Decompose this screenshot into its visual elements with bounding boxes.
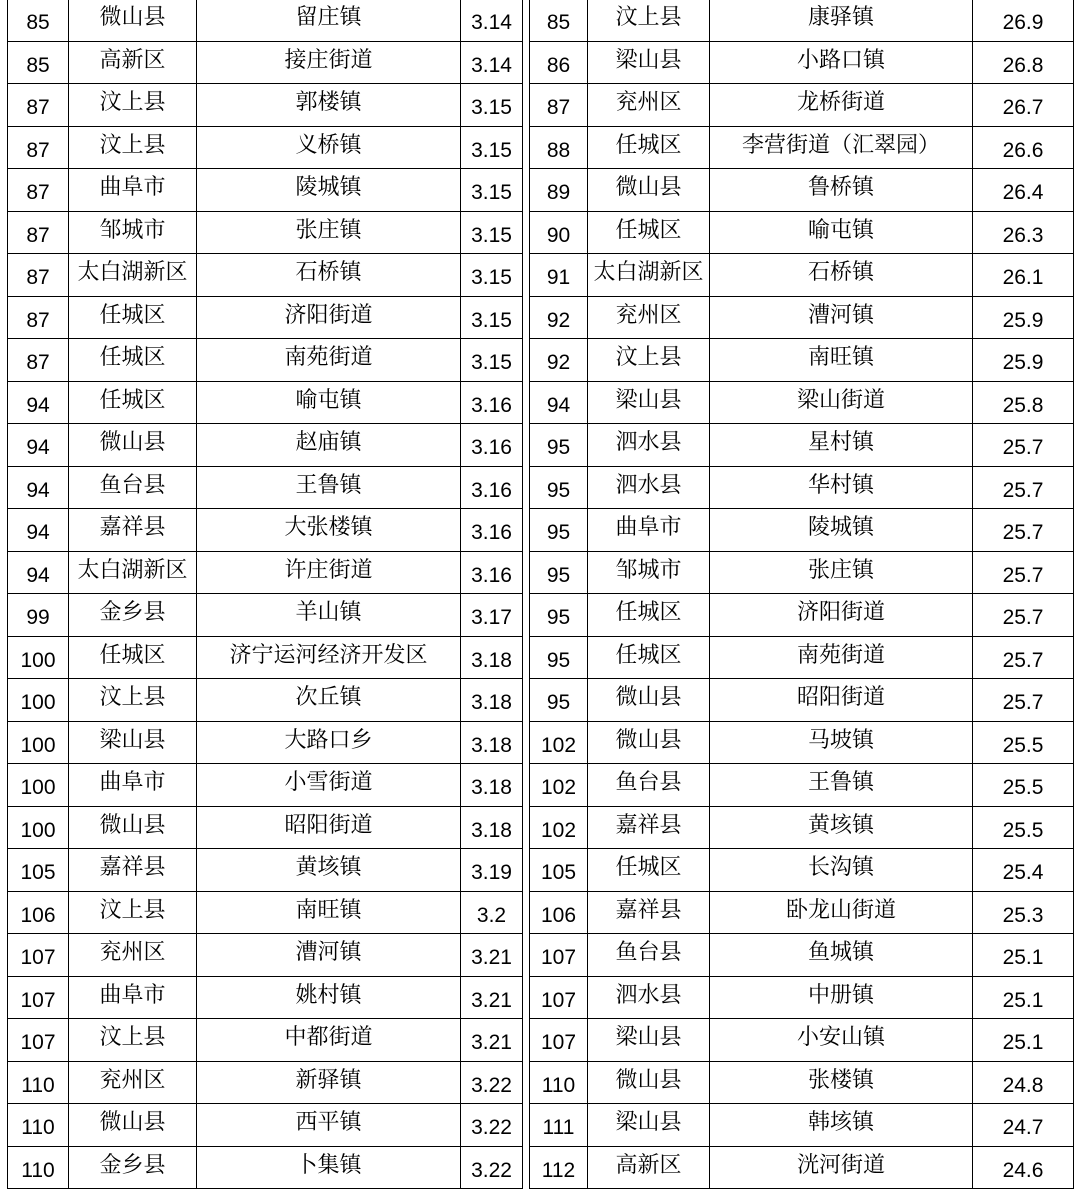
county-cell: 任城区 [588,636,710,679]
county-cell: 金乡县 [69,1146,197,1189]
left-table-row [8,1146,523,1189]
left-table-row [8,211,523,254]
value-cell: 25.9 [973,339,1074,382]
town-cell: 中都街道 [197,1019,461,1062]
town-cell: 漕河镇 [197,934,461,977]
rank-cell: 89 [530,169,588,212]
right-table-row [530,679,1074,722]
county-cell: 金乡县 [69,594,197,637]
left-table-row [8,296,523,339]
right-table-row [530,594,1074,637]
county-cell: 泗水县 [588,424,710,467]
value-cell: 26.8 [973,41,1074,84]
right-table-row [530,339,1074,382]
ranking-table-right [529,0,1074,1189]
county-cell: 太白湖新区 [69,551,197,594]
left-table-row [8,636,523,679]
right-table-row [530,169,1074,212]
county-cell: 邹城市 [69,211,197,254]
county-cell: 高新区 [588,1146,710,1189]
right-table-row [530,0,1074,41]
county-cell: 梁山县 [588,1104,710,1147]
town-cell: 喻屯镇 [710,211,973,254]
value-cell: 3.17 [461,594,523,637]
right-table-row [530,1019,1074,1062]
town-cell: 昭阳街道 [197,806,461,849]
town-cell: 长沟镇 [710,849,973,892]
town-cell: 鲁桥镇 [710,169,973,212]
rank-cell: 107 [8,976,69,1019]
left-table-row [8,679,523,722]
right-table-row [530,466,1074,509]
rank-cell: 85 [8,0,69,41]
county-cell: 太白湖新区 [588,254,710,297]
left-table-row [8,551,523,594]
town-cell: 留庄镇 [197,0,461,41]
county-cell: 任城区 [588,594,710,637]
right-table-row [530,509,1074,552]
rank-cell: 94 [8,551,69,594]
town-cell: 郭楼镇 [197,84,461,127]
right-table-row [530,126,1074,169]
county-cell: 梁山县 [588,1019,710,1062]
county-cell: 曲阜市 [69,976,197,1019]
rank-cell: 92 [530,296,588,339]
left-table-row [8,0,523,41]
left-table-row [8,169,523,212]
county-cell: 任城区 [588,126,710,169]
rank-cell: 112 [530,1146,588,1189]
value-cell: 3.18 [461,679,523,722]
town-cell: 次丘镇 [197,679,461,722]
value-cell: 3.15 [461,211,523,254]
rank-cell: 92 [530,339,588,382]
left-table-row [8,254,523,297]
town-cell: 张楼镇 [710,1061,973,1104]
value-cell: 3.15 [461,254,523,297]
rank-cell: 110 [8,1061,69,1104]
left-table-row [8,891,523,934]
county-cell: 汶上县 [69,679,197,722]
rank-cell: 99 [8,594,69,637]
value-cell: 3.15 [461,126,523,169]
value-cell: 3.18 [461,721,523,764]
rank-cell: 110 [8,1104,69,1147]
county-cell: 曲阜市 [588,509,710,552]
rank-cell: 110 [8,1146,69,1189]
rank-cell: 94 [8,509,69,552]
right-table-row [530,806,1074,849]
value-cell: 26.1 [973,254,1074,297]
value-cell: 24.7 [973,1104,1074,1147]
value-cell: 25.7 [973,551,1074,594]
value-cell: 25.4 [973,849,1074,892]
town-cell: 喻屯镇 [197,381,461,424]
rank-cell: 88 [530,126,588,169]
right-table-row [530,1061,1074,1104]
rank-cell: 102 [530,721,588,764]
value-cell: 25.5 [973,764,1074,807]
county-cell: 鱼台县 [69,466,197,509]
town-cell: 漕河镇 [710,296,973,339]
value-cell: 3.16 [461,509,523,552]
value-cell: 26.3 [973,211,1074,254]
rank-cell: 110 [530,1061,588,1104]
county-cell: 任城区 [69,381,197,424]
rank-cell: 87 [8,254,69,297]
left-table-row [8,126,523,169]
town-cell: 西平镇 [197,1104,461,1147]
rank-cell: 102 [530,806,588,849]
right-table-row [530,934,1074,977]
county-cell: 太白湖新区 [69,254,197,297]
county-cell: 嘉祥县 [69,849,197,892]
town-cell: 昭阳街道 [710,679,973,722]
rank-cell: 107 [530,934,588,977]
county-cell: 微山县 [588,1061,710,1104]
value-cell: 25.7 [973,466,1074,509]
town-cell: 梁山街道 [710,381,973,424]
county-cell: 兖州区 [588,296,710,339]
value-cell: 25.7 [973,424,1074,467]
value-cell: 3.2 [461,891,523,934]
left-table-row [8,381,523,424]
rank-cell: 87 [8,211,69,254]
town-cell: 星村镇 [710,424,973,467]
value-cell: 3.21 [461,934,523,977]
county-cell: 汶上县 [588,339,710,382]
rank-cell: 95 [530,551,588,594]
town-cell: 姚村镇 [197,976,461,1019]
right-table-row [530,551,1074,594]
town-cell: 南苑街道 [710,636,973,679]
value-cell: 3.21 [461,1019,523,1062]
rank-cell: 106 [8,891,69,934]
left-table-row [8,806,523,849]
value-cell: 25.1 [973,976,1074,1019]
town-cell: 李营街道（汇翠园） [710,126,973,169]
county-cell: 微山县 [69,1104,197,1147]
town-cell: 王鲁镇 [710,764,973,807]
rank-cell: 111 [530,1104,588,1147]
county-cell: 汶上县 [588,0,710,41]
value-cell: 3.15 [461,169,523,212]
ranking-table-left [7,0,523,1189]
county-cell: 梁山县 [588,41,710,84]
town-cell: 新驿镇 [197,1061,461,1104]
rank-cell: 94 [8,424,69,467]
town-cell: 许庄街道 [197,551,461,594]
rank-cell: 85 [530,0,588,41]
town-cell: 济宁运河经济开发区 [197,636,461,679]
county-cell: 鱼台县 [588,934,710,977]
value-cell: 3.22 [461,1146,523,1189]
rank-cell: 87 [8,339,69,382]
left-table-row [8,1019,523,1062]
value-cell: 25.1 [973,934,1074,977]
town-cell: 康驿镇 [710,0,973,41]
county-cell: 嘉祥县 [588,806,710,849]
county-cell: 微山县 [588,679,710,722]
left-table-row [8,424,523,467]
rank-cell: 102 [530,764,588,807]
value-cell: 3.16 [461,424,523,467]
town-cell: 陵城镇 [197,169,461,212]
town-cell: 中册镇 [710,976,973,1019]
county-cell: 泗水县 [588,976,710,1019]
value-cell: 25.7 [973,509,1074,552]
county-cell: 微山县 [69,806,197,849]
rank-cell: 107 [8,934,69,977]
value-cell: 26.6 [973,126,1074,169]
value-cell: 3.15 [461,296,523,339]
town-cell: 张庄镇 [710,551,973,594]
county-cell: 微山县 [69,0,197,41]
rank-cell: 100 [8,764,69,807]
town-cell: 黄垓镇 [710,806,973,849]
value-cell: 25.1 [973,1019,1074,1062]
town-cell: 卧龙山街道 [710,891,973,934]
rank-cell: 106 [530,891,588,934]
county-cell: 汶上县 [69,126,197,169]
county-cell: 曲阜市 [69,169,197,212]
town-cell: 鱼城镇 [710,934,973,977]
rank-cell: 87 [8,169,69,212]
town-cell: 洸河街道 [710,1146,973,1189]
left-table-row [8,339,523,382]
right-table-row [530,849,1074,892]
right-table-row [530,891,1074,934]
county-cell: 兖州区 [69,1061,197,1104]
county-cell: 微山县 [588,721,710,764]
left-table-row [8,84,523,127]
rank-cell: 87 [8,296,69,339]
town-cell: 济阳街道 [710,594,973,637]
county-cell: 高新区 [69,41,197,84]
value-cell: 3.22 [461,1061,523,1104]
county-cell: 汶上县 [69,891,197,934]
town-cell: 南旺镇 [197,891,461,934]
left-table-row [8,849,523,892]
value-cell: 3.15 [461,84,523,127]
town-cell: 张庄镇 [197,211,461,254]
value-cell: 25.3 [973,891,1074,934]
value-cell: 24.8 [973,1061,1074,1104]
rank-cell: 87 [8,84,69,127]
right-table-row [530,764,1074,807]
right-table-row [530,424,1074,467]
value-cell: 25.5 [973,806,1074,849]
value-cell: 25.8 [973,381,1074,424]
town-cell: 卜集镇 [197,1146,461,1189]
county-cell: 任城区 [588,211,710,254]
right-table-row [530,636,1074,679]
town-cell: 义桥镇 [197,126,461,169]
county-cell: 兖州区 [588,84,710,127]
county-cell: 鱼台县 [588,764,710,807]
town-cell: 陵城镇 [710,509,973,552]
rank-cell: 95 [530,679,588,722]
right-table-row [530,211,1074,254]
town-cell: 石桥镇 [197,254,461,297]
county-cell: 梁山县 [588,381,710,424]
rank-cell: 95 [530,466,588,509]
value-cell: 24.6 [973,1146,1074,1189]
county-cell: 任城区 [69,296,197,339]
value-cell: 25.7 [973,594,1074,637]
value-cell: 26.7 [973,84,1074,127]
rank-cell: 95 [530,424,588,467]
town-cell: 华村镇 [710,466,973,509]
value-cell: 3.18 [461,806,523,849]
left-table-row [8,1104,523,1147]
right-table-row [530,1146,1074,1189]
value-cell: 26.4 [973,169,1074,212]
town-cell: 大路口乡 [197,721,461,764]
rank-cell: 100 [8,679,69,722]
county-cell: 曲阜市 [69,764,197,807]
rank-cell: 94 [8,466,69,509]
county-cell: 泗水县 [588,466,710,509]
value-cell: 25.7 [973,636,1074,679]
right-table-row [530,721,1074,764]
town-cell: 黄垓镇 [197,849,461,892]
left-table-row [8,1061,523,1104]
value-cell: 3.14 [461,0,523,41]
rank-cell: 100 [8,721,69,764]
rank-cell: 105 [8,849,69,892]
rank-cell: 87 [530,84,588,127]
town-cell: 赵庙镇 [197,424,461,467]
value-cell: 25.7 [973,679,1074,722]
county-cell: 嘉祥县 [588,891,710,934]
value-cell: 3.14 [461,41,523,84]
left-table-row [8,594,523,637]
value-cell: 3.16 [461,466,523,509]
rank-cell: 100 [8,636,69,679]
town-cell: 马坡镇 [710,721,973,764]
right-table-row [530,976,1074,1019]
rank-cell: 95 [530,594,588,637]
rank-cell: 94 [530,381,588,424]
county-cell: 任城区 [69,636,197,679]
rank-cell: 100 [8,806,69,849]
town-cell: 韩垓镇 [710,1104,973,1147]
town-cell: 南苑街道 [197,339,461,382]
value-cell: 3.19 [461,849,523,892]
value-cell: 3.16 [461,381,523,424]
county-cell: 嘉祥县 [69,509,197,552]
right-table-row [530,254,1074,297]
town-cell: 小安山镇 [710,1019,973,1062]
county-cell: 汶上县 [69,84,197,127]
town-cell: 石桥镇 [710,254,973,297]
rank-cell: 87 [8,126,69,169]
left-table-row [8,764,523,807]
right-table-row [530,1104,1074,1147]
county-cell: 汶上县 [69,1019,197,1062]
county-cell: 梁山县 [69,721,197,764]
rank-cell: 107 [530,976,588,1019]
rank-cell: 85 [8,41,69,84]
right-table-row [530,41,1074,84]
rank-cell: 105 [530,849,588,892]
right-table-row [530,84,1074,127]
value-cell: 3.18 [461,764,523,807]
right-table-row [530,381,1074,424]
county-cell: 微山县 [69,424,197,467]
county-cell: 任城区 [588,849,710,892]
town-cell: 小路口镇 [710,41,973,84]
ranking-table-left-body [8,0,523,1189]
county-cell: 邹城市 [588,551,710,594]
town-cell: 羊山镇 [197,594,461,637]
value-cell: 3.16 [461,551,523,594]
rank-cell: 95 [530,636,588,679]
value-cell: 3.22 [461,1104,523,1147]
rank-cell: 86 [530,41,588,84]
town-cell: 王鲁镇 [197,466,461,509]
rank-cell: 90 [530,211,588,254]
right-table-row [530,296,1074,339]
left-table-row [8,934,523,977]
value-cell: 25.5 [973,721,1074,764]
left-table-row [8,976,523,1019]
value-cell: 3.15 [461,339,523,382]
county-cell: 任城区 [69,339,197,382]
town-cell: 大张楼镇 [197,509,461,552]
town-cell: 小雪街道 [197,764,461,807]
rank-cell: 91 [530,254,588,297]
left-table-row [8,466,523,509]
county-cell: 兖州区 [69,934,197,977]
town-cell: 龙桥街道 [710,84,973,127]
ranking-table-right-body [530,0,1074,1189]
value-cell: 3.18 [461,636,523,679]
town-cell: 南旺镇 [710,339,973,382]
rank-cell: 107 [530,1019,588,1062]
town-cell: 济阳街道 [197,296,461,339]
rank-cell: 107 [8,1019,69,1062]
county-cell: 微山县 [588,169,710,212]
left-table-row [8,721,523,764]
value-cell: 3.21 [461,976,523,1019]
value-cell: 26.9 [973,0,1074,41]
left-table-row [8,509,523,552]
rank-cell: 95 [530,509,588,552]
rank-cell: 94 [8,381,69,424]
value-cell: 25.9 [973,296,1074,339]
town-cell: 接庄街道 [197,41,461,84]
left-table-row [8,41,523,84]
